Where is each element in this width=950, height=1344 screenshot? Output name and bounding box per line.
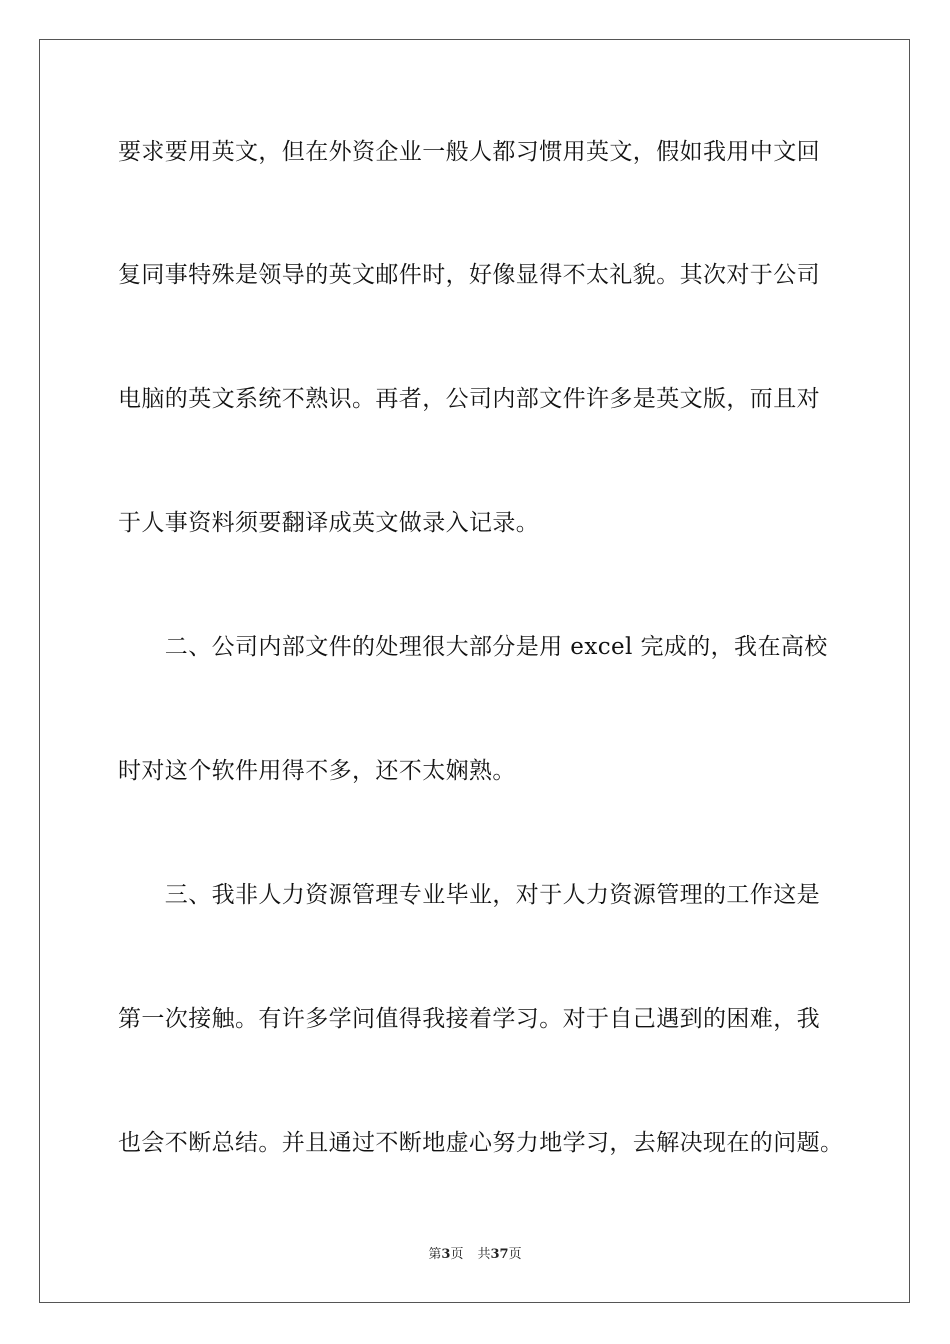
text-line: 第一次接触。有许多学问值得我接着学习。对于自己遇到的困难，我 bbox=[118, 1006, 820, 1032]
page-footer bbox=[0, 1246, 950, 1264]
page-number: 3 bbox=[441, 1247, 451, 1262]
text-line: 时对这个软件用得不多，还不太娴熟。 bbox=[118, 758, 516, 784]
paragraph-three-start: 三、我非人力资源管理专业毕业，对于人力资源管理的工作这是 bbox=[118, 882, 820, 908]
page-suffix: 页 bbox=[450, 1247, 464, 1262]
text-line: 也会不断总结。并且通过不断地虚心努力地学习，去解决现在的问题。 bbox=[118, 1130, 844, 1156]
page-prefix: 第 bbox=[428, 1247, 442, 1262]
total-prefix: 共 bbox=[477, 1247, 491, 1262]
text-line: 电脑的英文系统不熟识。再者，公司内部文件许多是英文版，而且对 bbox=[118, 386, 820, 412]
paragraph-two-start: 二、公司内部文件的处理很大部分是用 excel 完成的，我在高校 bbox=[118, 634, 828, 660]
page-border bbox=[39, 39, 910, 1303]
total-pages: 37 bbox=[490, 1247, 509, 1262]
text-line: 于人事资料须要翻译成英文做录入记录。 bbox=[118, 510, 540, 536]
text-line: 复同事特殊是领导的英文邮件时，好像显得不太礼貌。其次对于公司 bbox=[118, 262, 820, 288]
text-line: 要求要用英文，但在外资企业一般人都习惯用英文，假如我用中文回 bbox=[118, 139, 820, 165]
total-suffix: 页 bbox=[508, 1247, 522, 1262]
